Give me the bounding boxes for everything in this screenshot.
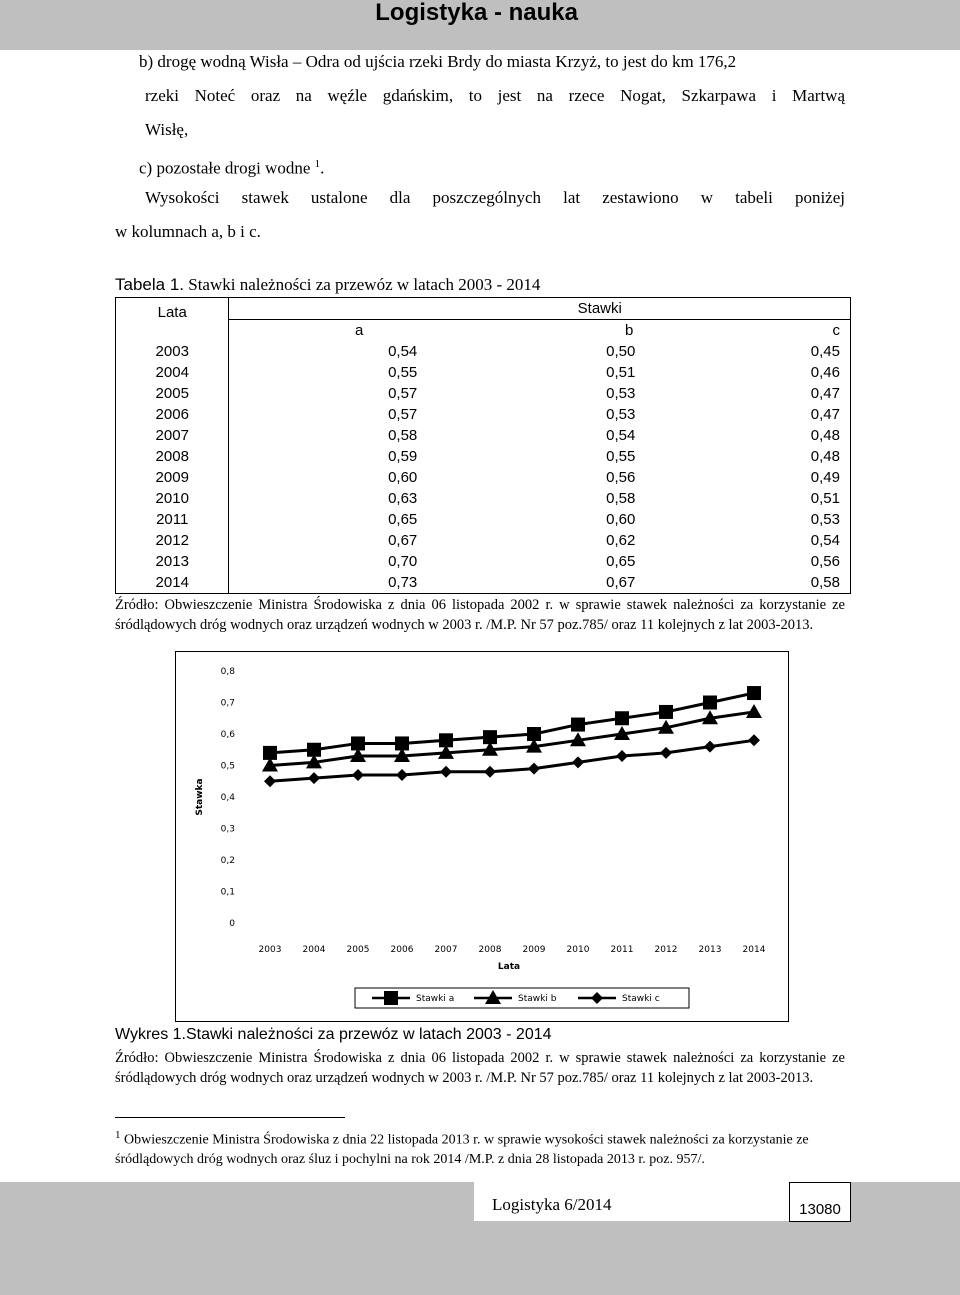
table-caption [115, 275, 540, 295]
cell-c: 0,53 [810, 511, 840, 528]
x-tick-label: 2013 [698, 945, 722, 955]
para-c-text: c) pozostałe drogi wodne [139, 158, 311, 178]
table-row [116, 425, 851, 446]
th-b: b [427, 320, 683, 342]
cell-c: 0,54 [810, 532, 840, 549]
cell-year: 2010 [155, 490, 189, 507]
chart-frame [175, 651, 789, 1022]
table-row [116, 383, 851, 404]
cell-b: 0,50 [606, 343, 636, 360]
data-point-diamond-marker [704, 741, 716, 753]
footnote-number: 1 [115, 1129, 121, 1141]
data-point-diamond-marker [308, 772, 320, 784]
cell-c: 0,58 [810, 574, 840, 591]
cell-b: 0,65 [606, 553, 636, 570]
para-w-line2: w kolumnach a, b i c. [115, 222, 261, 241]
data-point-diamond-marker [440, 766, 452, 778]
cell-year: 2014 [155, 574, 189, 591]
data-point-diamond-marker [264, 775, 276, 787]
journal-label: Logistyka 6/2014 [492, 1195, 612, 1214]
y-axis-title: Stawka [195, 778, 205, 816]
stawki-line-chart [176, 652, 788, 1021]
cell-year: 2004 [155, 364, 189, 381]
cell-a: 0,65 [229, 509, 427, 530]
th-lata: Lata [157, 304, 187, 321]
cell-c: 0,56 [810, 553, 840, 570]
cell-a: 0,58 [229, 425, 427, 446]
table-row [116, 509, 851, 530]
cell-year: 2007 [155, 427, 189, 444]
y-tick-label: 0,3 [220, 824, 235, 835]
data-point-diamond-marker [748, 734, 760, 746]
cell-a: 0,63 [229, 488, 427, 509]
table-caption-text: Stawki należności za przewóz w latach 2003 - 2014 [188, 275, 541, 294]
cell-c: 0,49 [810, 469, 840, 486]
table-row [116, 404, 851, 425]
x-tick-label: 2011 [610, 945, 634, 955]
x-axis-title: Lata [497, 962, 521, 972]
cell-c: 0,48 [810, 427, 840, 444]
th-a: a [229, 320, 427, 342]
data-point-diamond-marker [616, 750, 628, 762]
x-tick-label: 2010 [566, 945, 590, 955]
y-tick-label: 0,7 [220, 698, 235, 709]
data-point-square-marker [703, 696, 717, 710]
th-stawki: Stawki [229, 298, 851, 320]
cell-c: 0,47 [810, 406, 840, 423]
x-tick-label: 2006 [390, 945, 414, 955]
page-header-title: Logistyka - nauka [375, 0, 578, 26]
cell-b: 0,58 [606, 490, 636, 507]
data-point-square-marker [571, 718, 585, 732]
table-row [116, 488, 851, 509]
x-tick-label: 2014 [742, 945, 766, 955]
y-tick-label: 0,5 [220, 761, 235, 772]
cell-b: 0,53 [606, 385, 636, 402]
data-point-diamond-marker [396, 769, 408, 781]
x-tick-label: 2012 [654, 945, 678, 955]
footnote-ref: 1 [314, 158, 321, 170]
table-header-row-1 [116, 298, 851, 320]
header-bar [0, 0, 960, 50]
data-point-square-marker [615, 711, 629, 725]
cell-a: 0,54 [229, 341, 427, 362]
footnote-text: Obwieszczenie Ministra Środowiska z dnia 22 listopada 2013 r. w sprawie wysokości stawek należności za korzystanie ze śródlądowych dróg wodnych oraz śluz i pochylni na rok 2014 /M.P. z dnia 28 listopada 2013 r. poz. 957/. [115, 1132, 809, 1167]
cell-year: 2008 [155, 448, 189, 465]
figure-caption: Wykres 1.Stawki należności za przewóz w latach 2003 - 2014 [115, 1026, 552, 1043]
x-tick-label: 2003 [258, 945, 282, 955]
cell-a: 0,57 [229, 383, 427, 404]
cell-year: 2006 [155, 406, 189, 423]
x-tick-label: 2008 [478, 945, 502, 955]
x-tick-label: 2009 [522, 945, 546, 955]
y-tick-label: 0,6 [220, 730, 235, 740]
para-w-line1: Wysokości stawek ustalone dla poszczególnych lat zestawiono w tabeli poniżej [145, 188, 845, 207]
y-tick-label: 0,4 [220, 793, 235, 803]
cell-year: 2012 [155, 532, 189, 549]
para-b-line3: Wisłę, [145, 120, 189, 139]
series-line-2 [270, 712, 754, 766]
data-point-diamond-marker [572, 756, 584, 768]
page-number: 13080 [789, 1182, 851, 1222]
legend-label-3: Stawki c [622, 994, 660, 1004]
cell-a: 0,59 [229, 446, 427, 467]
y-tick-label: 0,1 [220, 887, 235, 898]
x-tick-label: 2004 [302, 945, 326, 955]
cell-b: 0,60 [606, 511, 636, 528]
cell-year: 2011 [156, 511, 189, 528]
cell-c: 0,48 [810, 448, 840, 465]
table-row [116, 446, 851, 467]
table-row [116, 572, 851, 594]
cell-year: 2005 [155, 385, 189, 402]
table-row [116, 341, 851, 362]
data-point-diamond-marker [528, 763, 540, 775]
cell-b: 0,53 [606, 406, 636, 423]
y-tick-label: 0,8 [220, 667, 235, 677]
data-point-diamond-marker [660, 747, 672, 759]
cell-a: 0,70 [229, 551, 427, 572]
table-row [116, 362, 851, 383]
table-source: Źródło: Obwieszczenie Ministra Środowiska z dnia 06 listopada 2002 r. w sprawie stawek należności za korzystanie ze śródlądowych dróg wodnych oraz urządzeń wodnych w 2003 r. /M.P. Nr 57 poz.785/ oraz 11 kolejnych z lat 2003-2013. [115, 597, 845, 633]
cell-b: 0,54 [606, 427, 636, 444]
cell-a: 0,55 [229, 362, 427, 383]
data-point-diamond-marker [352, 769, 364, 781]
legend-label-2: Stawki b [518, 994, 557, 1004]
figure-source: Źródło: Obwieszczenie Ministra Środowiska z dnia 06 listopada 2002 r. w sprawie stawek należności za korzystanie ze śródlądowych dróg wodnych oraz urządzeń wodnych w 2003 r. /M.P. Nr 57 poz.785/ oraz 11 kolejnych z lat 2003-2013. [115, 1050, 845, 1086]
y-tick-label: 0 [229, 919, 235, 929]
legend-label-1: Stawki a [416, 994, 455, 1004]
data-point-square-marker [747, 686, 761, 700]
para-c-line [139, 147, 324, 186]
cell-a: 0,60 [229, 467, 427, 488]
table-row [116, 467, 851, 488]
data-point-triangle-marker [746, 704, 762, 718]
x-tick-label: 2005 [346, 945, 370, 955]
para-c-end: . [320, 158, 325, 178]
footnote [115, 1126, 845, 1169]
cell-c: 0,51 [810, 490, 840, 507]
cell-a: 0,57 [229, 404, 427, 425]
table-caption-prefix: Tabela 1. [115, 275, 184, 294]
cell-b: 0,62 [606, 532, 636, 549]
cell-b: 0,67 [606, 574, 636, 591]
para-b-line2: rzeki Noteć oraz na węźle gdańskim, to jest na rzece Nogat, Szkarpawa i Martwą [145, 86, 845, 105]
cell-b: 0,56 [606, 469, 636, 486]
footnote-divider [115, 1117, 345, 1118]
y-tick-label: 0,2 [220, 856, 235, 866]
cell-b: 0,55 [606, 448, 636, 465]
table-row [116, 551, 851, 572]
cell-b: 0,51 [606, 364, 636, 381]
cell-year: 2009 [155, 469, 189, 486]
data-point-square-marker [659, 705, 673, 719]
cell-a: 0,73 [229, 572, 427, 594]
cell-c: 0,45 [810, 343, 840, 360]
data-point-diamond-marker [484, 766, 496, 778]
cell-c: 0,46 [810, 364, 840, 381]
x-tick-label: 2007 [434, 945, 458, 955]
cell-a: 0,67 [229, 530, 427, 551]
cell-c: 0,47 [810, 385, 840, 402]
th-c: c [683, 320, 850, 342]
cell-year: 2013 [155, 553, 189, 570]
legend-square-marker [384, 991, 398, 1005]
para-b-line1: b) drogę wodną Wisła – Odra od ujścia rzeki Brdy do miasta Krzyż, to jest do km 176,2 [139, 52, 737, 71]
table-row [116, 530, 851, 551]
cell-year: 2003 [155, 343, 189, 360]
rates-table [115, 297, 851, 594]
